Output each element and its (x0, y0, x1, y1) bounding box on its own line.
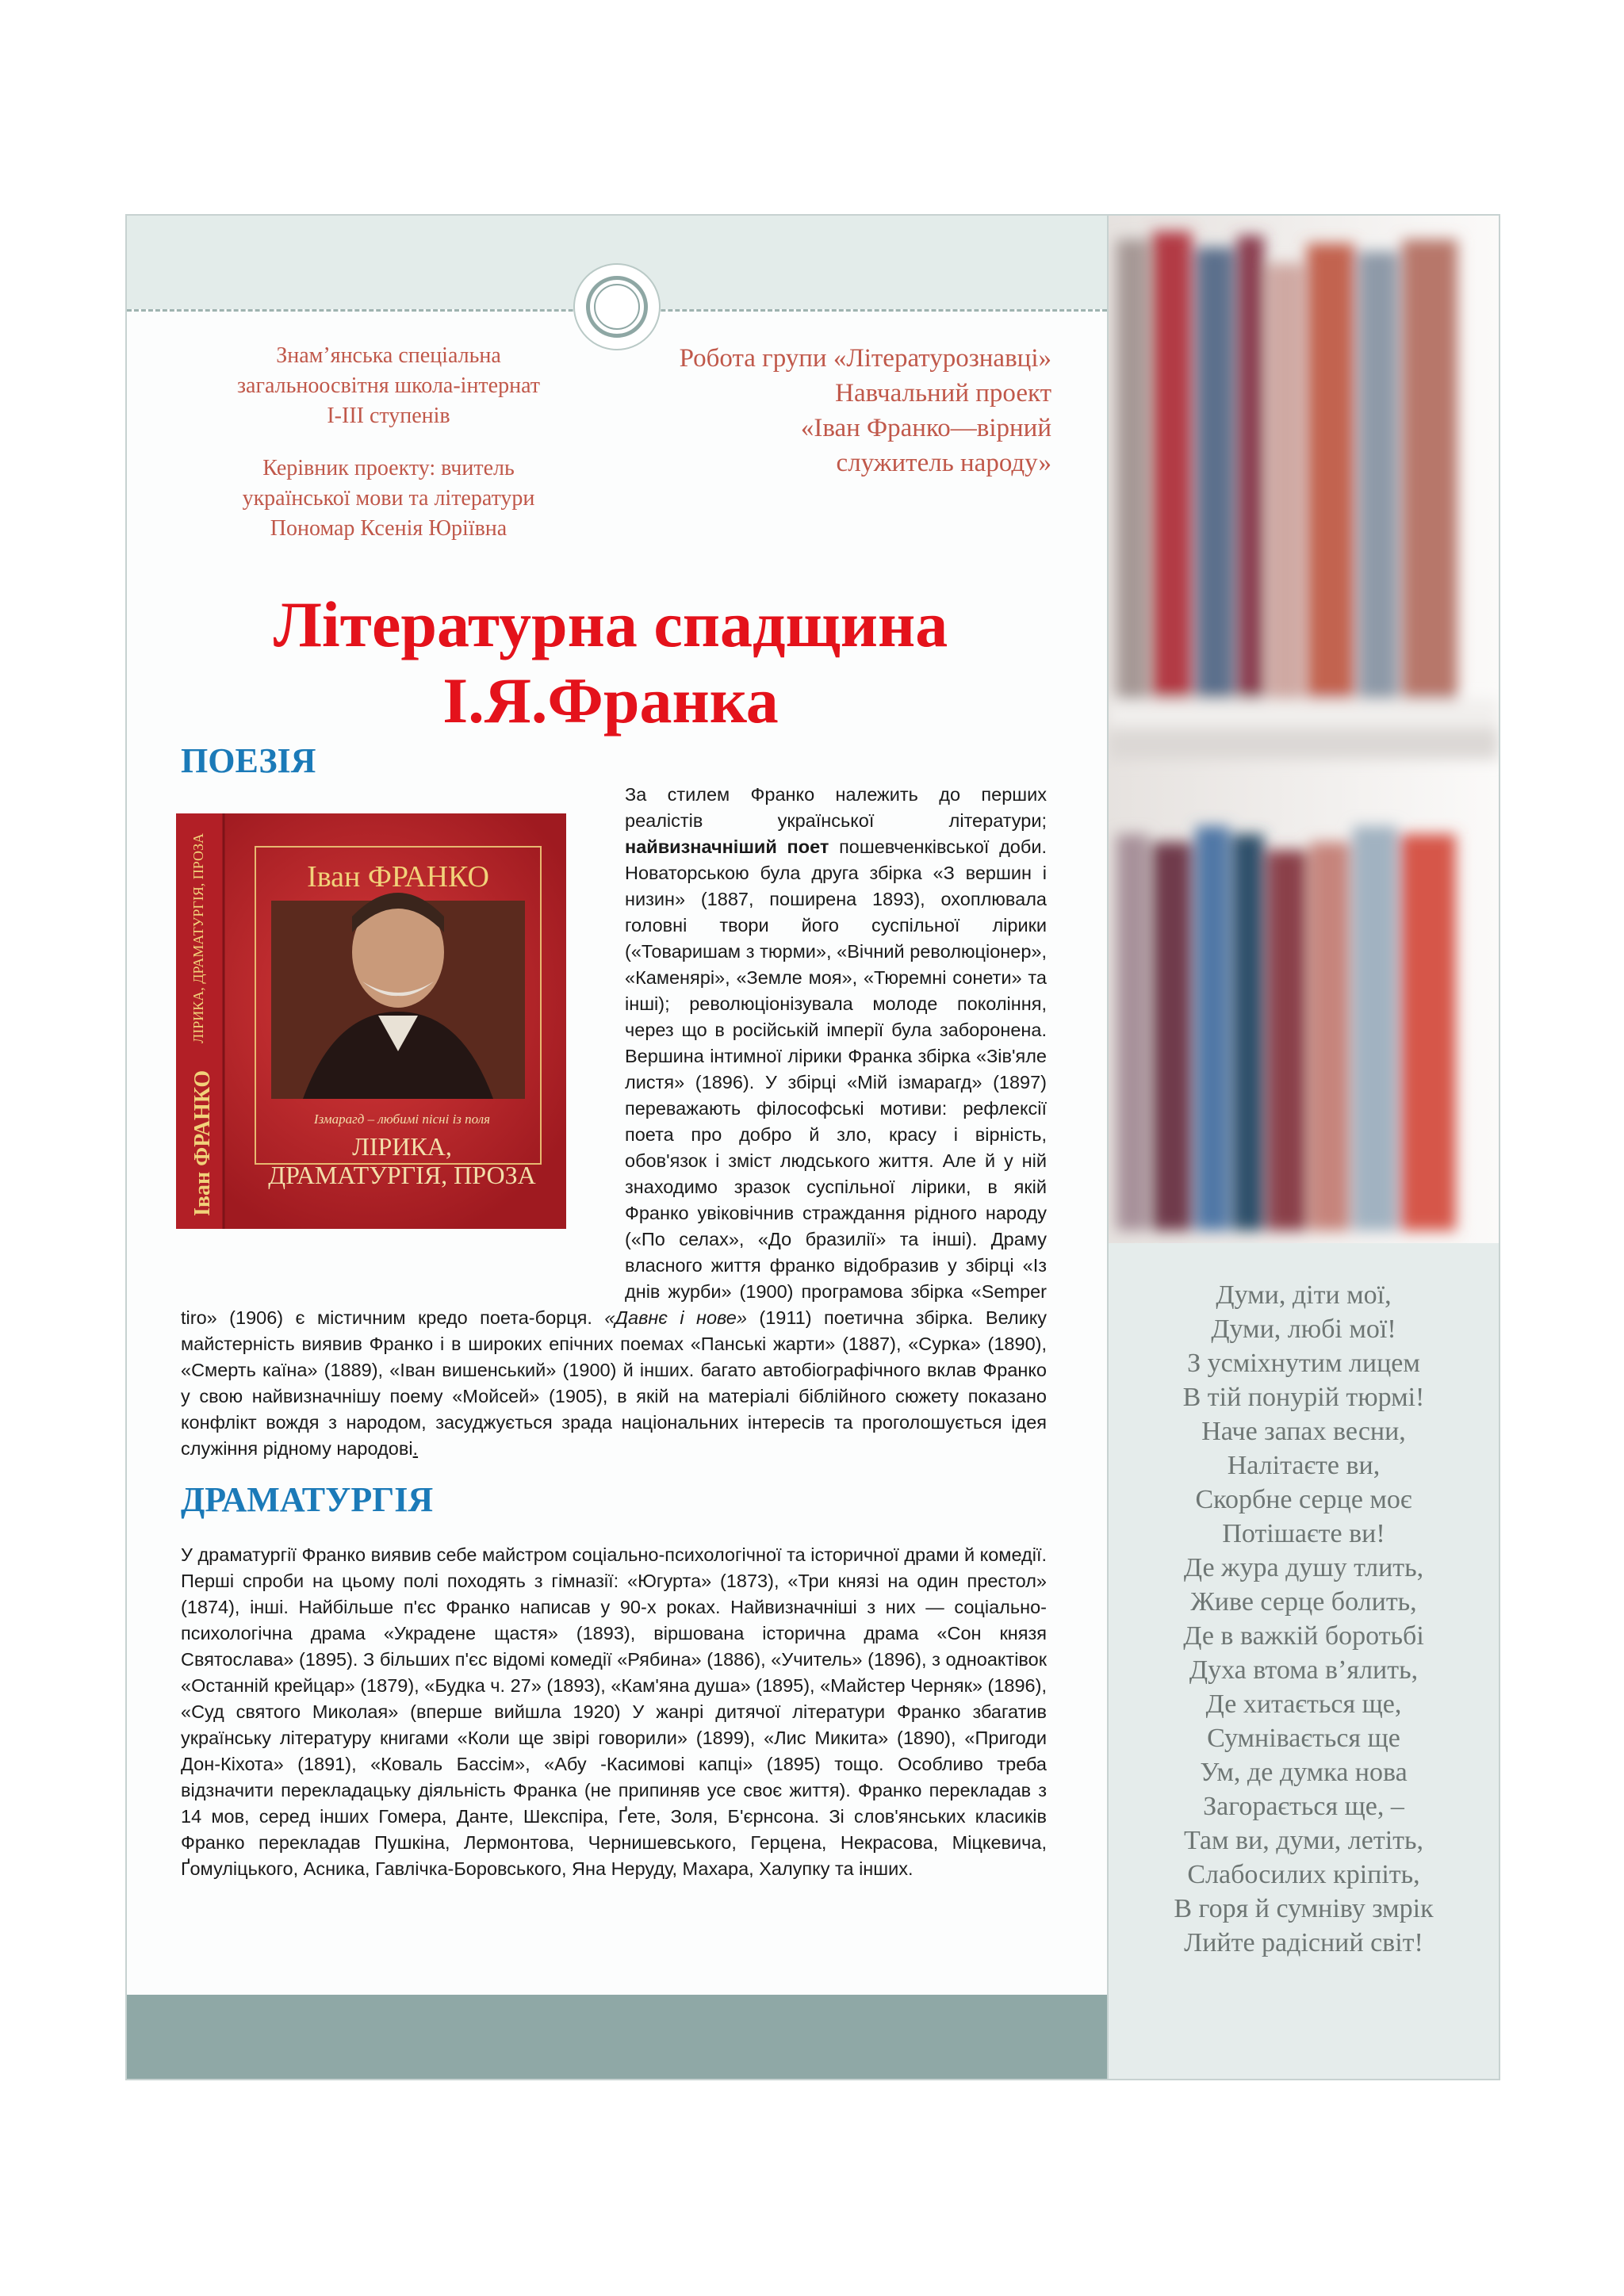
project-line: служитель народу» (836, 449, 1051, 477)
title-line-1: Літературна спадщина (273, 588, 948, 660)
poem-line: Де хитається ще, (1205, 1689, 1402, 1719)
drama-heading: ДРАМАТУРГІЯ (181, 1480, 434, 1519)
poem-line: Думи, любі мої! (1211, 1314, 1396, 1344)
supervisor-line: Пономар Ксенія Юріївна (270, 516, 508, 541)
poem-line: Слабосилих кріпіть, (1187, 1860, 1420, 1889)
poetry-text-bold: найвизначніший поет (625, 836, 829, 857)
poem-line: Живе серце болить, (1190, 1587, 1417, 1617)
poem-line: Потішаєте ви! (1222, 1519, 1385, 1548)
book-genres-line: ДРАМАТУРГІЯ, ПРОЗА (268, 1161, 536, 1189)
poem-line: В горя й сумніву змрік (1174, 1894, 1434, 1923)
project-line: «Іван Франко—вірний (800, 414, 1051, 442)
poetry-text-part: (1911) поетична збірка. Велику майстерність виявив Франко і в широких епічних поемах «Панські жарти» (1887), «Сурка» (1890), «Смерть каїна» (1889), «Іван вишенський» (1900) й інших. багато автобіографічного вклав Франко у свою найвизначнішу поему «Мойсей» (1905), в якій на матеріалі біблійного сюжету показано конфлікт вождя з народом, засуджується зрада національних інтересів та проголошується ідея служіння рідному народові (181, 1307, 1047, 1459)
book-author: Іван ФРАНКО (307, 860, 489, 894)
poem-line: З усміхнутим лицем (1187, 1349, 1420, 1378)
poetry-text-part: За стилем Франко належить до перших реалістів української літератури; (625, 784, 1047, 831)
poetry-heading: ПОЕЗІЯ (181, 741, 316, 780)
poem-line: Загорається ще, – (1203, 1792, 1404, 1821)
poem-line: В тій понурій тюрмі! (1182, 1383, 1425, 1412)
poem-line: Де журa душу тлить, (1183, 1553, 1424, 1582)
page-frame (125, 214, 1500, 2080)
poetry-text-end: . (412, 1438, 419, 1459)
project-line: Робота групи «Літературознавці» (679, 344, 1051, 373)
book-spine-author: Іван ФРАНКО (190, 1070, 215, 1216)
book-subtitle: Ізмарагд – любимі пісні із поля (313, 1112, 491, 1127)
book-spine-subtitle: ЛІРИКА, ДРАМАТУРГІЯ, ПРОЗА (190, 832, 206, 1043)
title-line-2: І.Я.Франка (442, 664, 779, 737)
poem-line: Скорбне серце моє (1195, 1485, 1412, 1514)
supervisor-line: української мови та літератури (242, 486, 535, 511)
supervisor-line: Керівник проекту: вчитель (262, 456, 515, 480)
drama-paragraph: У драматургії Франко виявив себе майстром соціально-психологічної та історичної драми й комедії. Перші спроби на цьому полі походять з гімназії: «Югурта» (1873), «Три князі на один престол» (1874), інші. Найбільше п'єс Франко написав у 90-х роках. Найвизначніші з них — соціально-психологічна драма «Украдене щастя» (1893), віршована історична драма «Сон князя Святослава» (1895). З більших п'єс відомі комедії «Рябина» (1886), «Учитель» (1896), з одноактівок «Останній крейцар» (1879), «Будка ч. 27» (1893), «Кам'яна душа» (1895), «Майстер Черняк» (1896), «Суд святого Миколая» (вперше вийшла 1920) У жанрі дитячої літератури Франко збагатив українську літературу книгами «Коли ще звірі говорили» (1899), «Лис Микита» (1890), «Пригоди Дон-Кіхота» (1891), «Коваль Бассім», «Абу -Касимові капці» (1895) тощо. Особливо треба відзначити перекладацьку діяльність Франка (не припиняв усе своє життя). Франко перекладав з 14 мов, серед інших Гомера, Данте, Шекспіра, Ґете, Золя, Б'єрнсона. Зі слов'янських класиків Франко перекладав Пушкіна, Лермонтова, Чернишевського, Герцена, Некрасова, Міцкевича, Ґомуліцького, Асника, Гавлічка-Боровського, Яна Неруду, Махара, Халупку та інших. (181, 1544, 1047, 1879)
poem-line: Лийте радісний світ! (1184, 1928, 1423, 1957)
poem-line: Духа втома в’ялить, (1189, 1655, 1419, 1685)
project-line: Навчальний проект (835, 379, 1051, 408)
poem-line: Де в важкій боротьбі (1183, 1621, 1424, 1651)
poetry-text-italic: «Давнє і нове» (604, 1307, 747, 1328)
poem-line: Налітаєте ви, (1227, 1451, 1381, 1480)
poem-line: Думи, діти мої, (1216, 1280, 1392, 1310)
poem-line: Ум, де думка нова (1200, 1758, 1408, 1787)
school-line: Знам’янська спеціальна (276, 343, 501, 368)
school-line: загальноосвітня школа-інтернат (236, 373, 541, 398)
poem-line: Сумнівається ще (1207, 1724, 1400, 1753)
poem-line: Там ви, думи, летіть, (1183, 1826, 1424, 1855)
school-line: І-ІІІ ступенів (327, 404, 450, 428)
book-genres-line: ЛІРИКА, (352, 1132, 452, 1161)
poem-line: Наче запах весни, (1201, 1417, 1406, 1446)
poetry-text-part: пошевченківської доби. Новаторською була друга збірка «З вершин і низин» (1887, поширена 1893), охоплювала головні твори його суспільної лірики («Товаришам з тюрми», «Вічний революціонер», «Каменярі», «Земле моя», «Тюремні сонети» та інші); революціонізувала молоде покоління, через що в російській імперії була заборонена. Вершина інтимної лірики Франка збірка «Зів'яле листя» (1896). У збірці «Мій ізмарагд» (1897) переважають філософські мотиви: рефлексії поета про добро й зло, красу і вірність, обов'язок і зміст людського життя. Але й у ній знаходимо зразок суспільної лірики, в якій Франко увіковічнив страждання рідного народу («По селах», «До бразилії» та інші). Драму власного життя франко відобразив у збірці «Із днів журби» (1900) програмова збірка «Semper tiro» (1906) є містичним кредо поета-борця. (181, 836, 1047, 1328)
